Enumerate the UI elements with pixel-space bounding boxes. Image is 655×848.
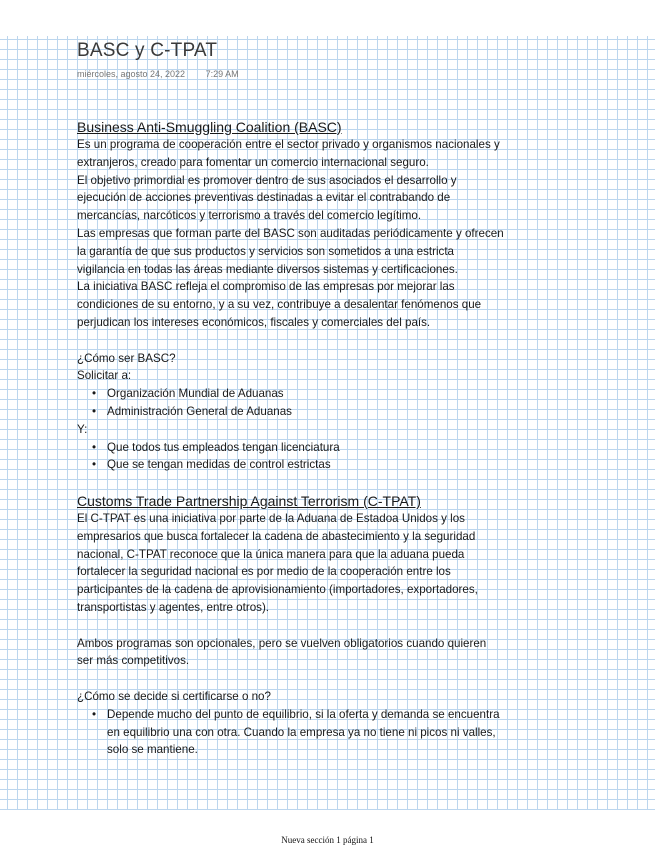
ctpat-line: participantes de la cadena de aprovisionamiento (importadores, exportadores, bbox=[77, 583, 478, 597]
page-time: 7:29 AM bbox=[205, 69, 239, 79]
requirements-list bbox=[77, 439, 577, 475]
basc-line: ejecución de acciones preventivas destinadas a evitar el contrabando de bbox=[77, 191, 451, 205]
list-item: • Que se tengan medidas de control estrictas bbox=[107, 456, 577, 474]
list-item: • Organización Mundial de Aduanas bbox=[107, 385, 577, 403]
decide-line: solo se mantiene. bbox=[107, 743, 198, 757]
y-label: Y: bbox=[77, 422, 88, 436]
spacer bbox=[77, 474, 577, 492]
page-title[interactable]: BASC y C-TPAT bbox=[77, 40, 218, 61]
page-timestamp bbox=[77, 69, 239, 79]
list-item: • Administración General de Aduanas bbox=[107, 403, 577, 421]
spacer bbox=[77, 617, 577, 635]
basc-paragraph bbox=[77, 136, 577, 332]
basc-line: El objetivo primordial es promover dentro de sus asociados el desarrollo y bbox=[77, 173, 457, 187]
basc-line: extranjeros, creado para fomentar un comercio internacional seguro. bbox=[77, 155, 429, 169]
solicitar-label: Solicitar a: bbox=[77, 369, 132, 383]
spacer bbox=[77, 670, 577, 688]
spacer bbox=[77, 332, 577, 350]
ambos-line: Ambos programas son opcionales, pero se vuelven obligatorios cuando quieren bbox=[77, 636, 487, 650]
basc-line: mercancías, narcóticos y terrorismo a través del comercio legítimo. bbox=[77, 209, 422, 223]
decide-list bbox=[77, 706, 577, 759]
basc-line: la garantía de que sus productos y servicios son sometidos a una estricta bbox=[77, 244, 455, 258]
ctpat-line: transportistas y agentes, entre otros). bbox=[77, 600, 270, 614]
basc-line: condiciones de su entorno, y a su vez, contribuye a desalentar fenómenos que bbox=[77, 298, 482, 312]
ctpat-heading: Customs Trade Partnership Against Terrorism (C-TPAT) bbox=[77, 492, 421, 509]
ctpat-line: nacional, C-TPAT reconoce que la única manera para que la aduana pueda bbox=[77, 547, 465, 561]
solicitar-list bbox=[77, 385, 577, 421]
ctpat-line: empresarios que busca fortalecer la cadena de abastecimiento y la seguridad bbox=[77, 529, 476, 543]
ctpat-line: fortalecer la seguridad nacional es por medio de la cooperación entre los bbox=[77, 565, 451, 579]
basc-line: perjudican los intereses económicos, fiscales y comerciales del país. bbox=[77, 315, 431, 329]
list-item: • Que todos tus empleados tengan licenciatura bbox=[107, 439, 577, 457]
ctpat-line: El C-TPAT es una iniciativa por parte de la Aduana de Estadoa Unidos y los bbox=[77, 511, 465, 525]
basc-heading: Business Anti-Smuggling Coalition (BASC) bbox=[77, 119, 342, 135]
list-item bbox=[107, 706, 577, 759]
decide-line: • Depende mucho del punto de equilibrio, si la oferta y demanda se encuentra bbox=[107, 707, 500, 721]
basc-line: Es un programa de cooperación entre el sector privado y organismos nacionales y bbox=[77, 138, 500, 151]
note-content[interactable] bbox=[77, 118, 577, 759]
decide-question: ¿Cómo se decide si certificarse o no? bbox=[77, 689, 271, 703]
como-ser-question: ¿Cómo ser BASC? bbox=[77, 351, 176, 365]
ambos-paragraph bbox=[77, 635, 577, 671]
decide-line: en equilibrio una con otra. Cuando la empresa ya no tiene ni picos ni valles, bbox=[107, 725, 496, 739]
basc-line: Las empresas que forman parte del BASC son auditadas periódicamente y ofrecen bbox=[77, 226, 504, 240]
basc-line: vigilancia en todas las áreas mediante diversos sistemas y certificaciones. bbox=[77, 262, 458, 276]
basc-line: La iniciativa BASC refleja el compromiso de las empresas por mejorar las bbox=[77, 280, 455, 294]
page-footer: Nueva sección 1 página 1 bbox=[281, 835, 374, 845]
page-date: miércoles, agosto 24, 2022 bbox=[77, 69, 186, 79]
ambos-line: ser más competitivos. bbox=[77, 654, 190, 668]
ctpat-paragraph bbox=[77, 510, 577, 617]
